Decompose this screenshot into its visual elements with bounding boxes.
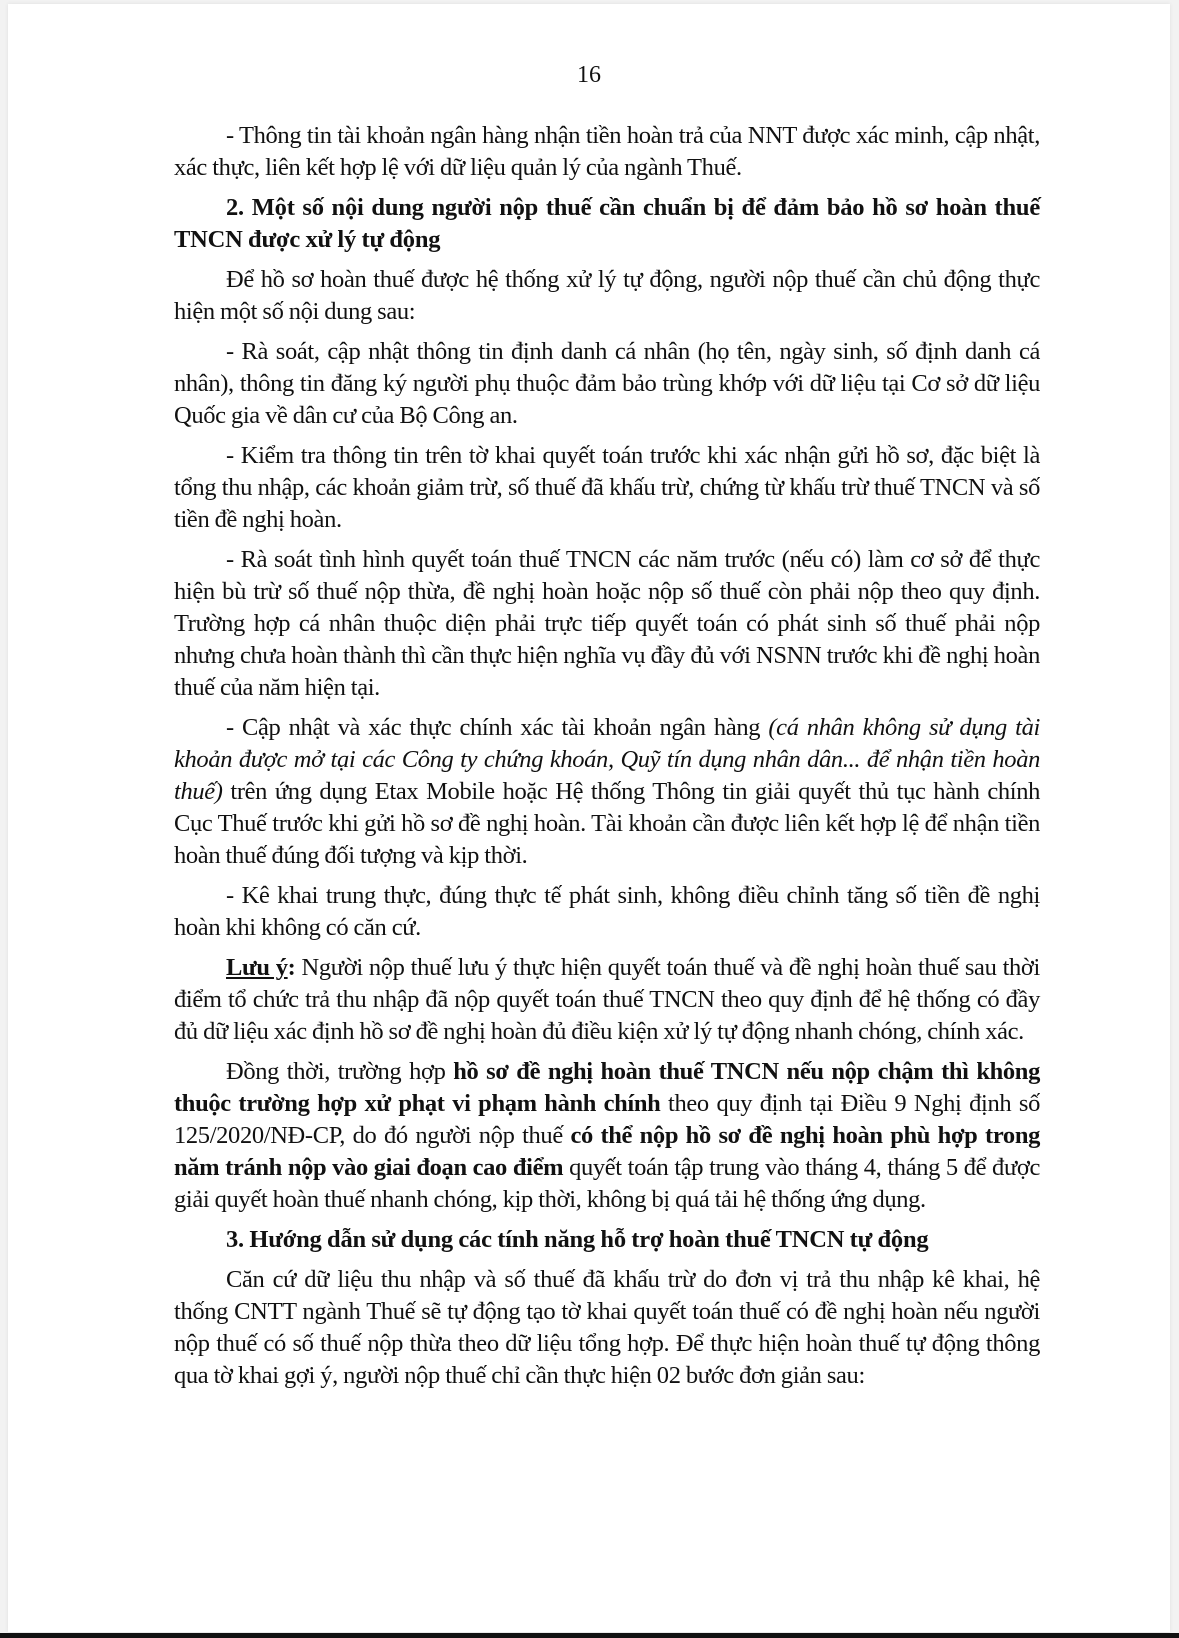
text-span-normal: - Rà soát tình hình quyết toán thuế TNCN các năm trước (nếu có) làm cơ sở để thực hiện bù trừ số thuế nộp thừa, đề nghị hoàn hoặc nộp số thuế còn phải nộp theo quy định. Trường hợp cá nhân thuộc diện phải trực tiếp quyết toán có phát sinh số thuế phải nộp nhưng chưa hoàn thành thì cần thực hiện nghĩa vụ đầy đủ với NSNN trước khi đề nghị hoàn thuế của năm hiện tại. <box>174 546 1040 701</box>
text-span-bold-underline <box>226 954 288 981</box>
text-span-bold: 3. Hướng dẫn sử dụng các tính năng hỗ trợ hoàn thuế TNCN tự động <box>226 1226 929 1253</box>
text-span-bold: hồ sơ đề nghị hoàn thuế TNCN nếu nộp chậm thì không thuộc trường hợp xử phạt vi phạm hành chính <box>174 1058 1040 1117</box>
paragraph <box>174 120 1040 184</box>
section-heading <box>174 192 1040 256</box>
text-span-normal: Người nộp thuế lưu ý thực hiện quyết toán thuế và đề nghị hoàn thuế sau thời điểm tổ chức trả thu nhập đã nộp quyết toán thuế TNCN theo quy định để hệ thống có đầy đủ dữ liệu xác định hồ sơ đề nghị hoàn đủ điều kiện xử lý tự động nhanh chóng, chính xác. <box>174 954 1040 1045</box>
text-span-normal: - Rà soát, cập nhật thông tin định danh cá nhân (họ tên, ngày sinh, số định danh cá nhân), thông tin đăng ký người phụ thuộc đảm bảo trùng khớp với dữ liệu tại Cơ sở dữ liệu Quốc gia về dân cư của Bộ Công an. <box>174 338 1040 429</box>
paragraph <box>174 880 1040 944</box>
text-span-normal: Để hồ sơ hoàn thuế được hệ thống xử lý tự động, người nộp thuế cần chủ động thực hiện một số nội dung sau: <box>174 266 1040 325</box>
section-heading <box>174 1224 1040 1256</box>
page-number: 16 <box>577 62 601 88</box>
paragraph <box>174 952 1040 1048</box>
paragraph <box>174 1264 1040 1392</box>
text-span-normal: quyết toán tập trung vào tháng 4, tháng 5 để được giải quyết hoàn thuế nhanh chóng, kịp thời, không bị quá tải hệ thống ứng dụng. <box>174 1154 1040 1213</box>
text-span-normal: theo quy định tại Điều 9 Nghị định số 125/2020/NĐ-CP, do đó người nộp thuế <box>174 1090 1040 1149</box>
text-span-italic: (cá nhân không sử dụng tài khoản được mở tại các Công ty chứng khoán, Quỹ tín dụng nhân dân... để nhận tiền hoàn thuế) <box>174 714 1040 805</box>
paragraph <box>174 264 1040 328</box>
text-span-normal: trên ứng dụng Etax Mobile hoặc Hệ thống Thông tin giải quyết thủ tục hành chính Cục Thuế trước khi gửi hồ sơ đề nghị hoàn. Tài khoản cần được liên kết hợp lệ để nhận tiền hoàn thuế đúng đối tượng và kịp thời. <box>174 778 1040 869</box>
paragraph <box>174 1056 1040 1216</box>
paragraph <box>174 336 1040 432</box>
text-span-normal: - Cập nhật và xác thực chính xác tài khoản ngân hàng <box>226 714 769 741</box>
paragraph <box>174 712 1040 872</box>
text-span-normal: Đồng thời, trường hợp <box>226 1058 454 1085</box>
document-body <box>174 120 1040 1400</box>
text-span-bold: có thể nộp hồ sơ đề nghị hoàn phù hợp trong năm tránh nộp vào giai đoạn cao điểm <box>174 1122 1040 1181</box>
text-span-bold: 2. Một số nội dung người nộp thuế cần chuẩn bị để đảm bảo hồ sơ hoàn thuế TNCN được xử lý tự động <box>174 194 1040 253</box>
text-span-normal: - Thông tin tài khoản ngân hàng nhận tiền hoàn trả của NNT được xác minh, cập nhật, xác thực, liên kết hợp lệ với dữ liệu quản lý của ngành Thuế. <box>174 122 1040 181</box>
paragraph <box>174 440 1040 536</box>
text-span-normal: Căn cứ dữ liệu thu nhập và số thuế đã khấu trừ do đơn vị trả thu nhập kê khai, hệ thống CNTT ngành Thuế sẽ tự động tạo tờ khai quyết toán thuế có đề nghị hoàn nếu người nộp thuế có số thuế nộp thừa theo dữ liệu tổng hợp. Để thực hiện hoàn thuế tự động thông qua tờ khai gợi ý, người nộp thuế chỉ cần thực hiện 02 bước đơn giản sau: <box>174 1266 1040 1389</box>
paragraph <box>174 544 1040 704</box>
text-span-normal: - Kiểm tra thông tin trên tờ khai quyết toán trước khi xác nhận gửi hồ sơ, đặc biệt là tổng thu nhập, các khoản giảm trừ, số thuế đã khấu trừ, chứng từ khấu trừ thuế TNCN và số tiền đề nghị hoàn. <box>174 442 1040 533</box>
document-page <box>8 4 1170 1632</box>
note-label: Lưu ý <box>226 954 288 981</box>
text-span-normal: - Kê khai trung thực, đúng thực tế phát sinh, không điều chỉnh tăng số tiền đề nghị hoàn khi không có căn cứ. <box>174 882 1040 941</box>
bottom-edge-bar <box>0 1633 1179 1638</box>
text-span-bold: : <box>287 954 296 981</box>
